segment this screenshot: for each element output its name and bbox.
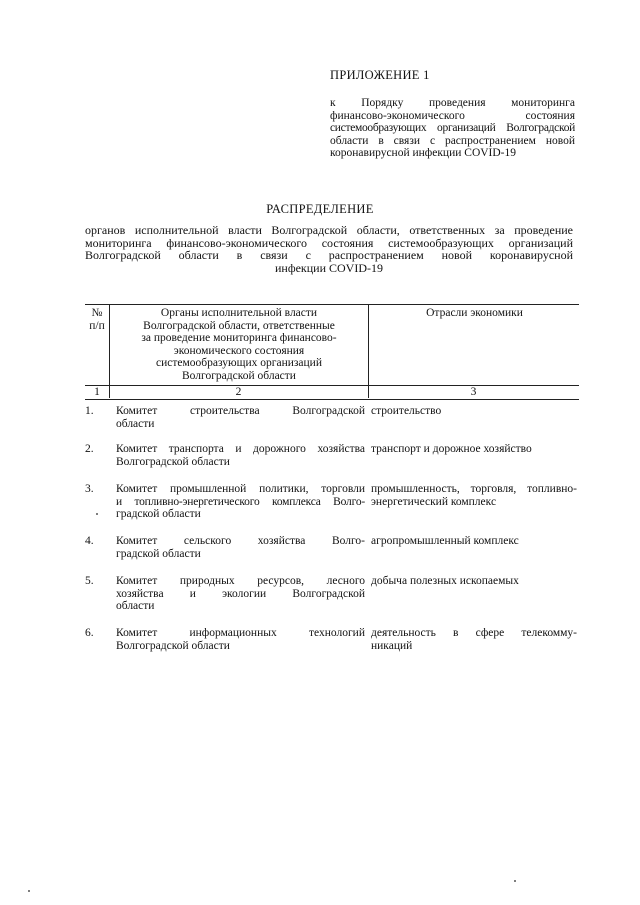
header-organs-line: экономического состояния [173,344,305,357]
row-number: 2. [85,443,94,455]
column-number: 1 [94,386,100,398]
header-organs [111,307,367,382]
organ-line: Волгоградской области [116,455,230,468]
sector-line: агропромышленный комплекс [371,535,519,547]
header-organs-line: Волгоградской области, ответственные [143,319,335,332]
row-organ [116,575,365,613]
scan-speck [514,880,516,882]
row-organ [116,627,365,652]
organ-line: хозяйства и экологии Волгоградской [116,587,365,600]
header-number [85,307,109,332]
row-number: 3. [85,483,94,495]
column-number-row [85,385,579,400]
column-number: 2 [235,386,242,398]
subtitle-line: мониторинга финансово-экономического состояния системообразующих организаций [85,235,573,250]
scan-speck [28,890,30,892]
organ-line: области [116,417,155,430]
appendix-line: системообразующих организаций Волгоградской [330,122,575,134]
appendix-line: финансово-экономического состояния [330,109,575,122]
organ-line: Комитет информационных технологий [116,627,365,639]
appendix-title: ПРИЛОЖЕНИЕ 1 [330,68,430,82]
row-number: 4. [85,535,94,547]
sector-line: промышленность, торговля, топливно- [371,483,577,495]
row-sector [371,483,577,508]
row-sector [371,627,577,652]
organ-line: Волгоградской области [116,639,230,652]
sector-line: никаций [371,639,413,652]
subtitle-line: инфекции COVID-19 [274,260,384,275]
organ-line: Комитет транспорта и дорожного хозяйства [116,443,365,455]
header-sectors: Отрасли экономики [426,307,523,319]
organ-line: градской области [116,547,201,560]
row-sector [371,443,577,456]
row-organ [116,405,365,430]
row-organ [116,443,365,468]
row-organ [116,535,365,560]
document-subtitle [85,224,573,274]
document-title: РАСПРЕДЕЛЕНИЕ [266,202,374,216]
row-number: 1. [85,405,94,417]
header-organs-line: за проведение мониторинга финансово- [141,332,337,344]
row-sector [371,405,577,418]
row-number: 5. [85,575,94,587]
header-organs-line: системообразующих организаций [156,357,322,369]
header-organs-line: Волгоградской области [182,369,296,382]
sector-line: энергетический комплекс [371,495,497,508]
header-organs-line: Органы исполнительной власти [160,307,318,319]
row-sector [371,575,577,588]
organ-line: Комитет природных ресурсов, лесного [116,575,365,587]
row-sector [371,535,577,548]
organ-line: Комитет сельского хозяйства Волго- [116,535,365,547]
table-header-row [85,304,579,385]
sector-line: строительство [371,405,442,417]
subtitle-line: Волгоградской области в связи с распространением новой коронавирусной [85,248,573,262]
header-number-abbr: п/п [89,319,105,332]
sector-line: деятельность в сфере телекомму- [371,627,577,639]
organ-line: области [116,600,155,612]
organ-line: Комитет строительства Волгоградской [116,405,365,417]
appendix-line: коронавирусной инфекции COVID-19 [330,147,517,159]
header-number-sign: № [91,307,103,319]
column-number: 3 [470,386,477,398]
appendix-line: области в связи с распространением новой [330,134,575,147]
distribution-table-header [85,304,579,400]
row-organ [116,483,365,521]
sector-line: транспорт и дорожное хозяйство [371,443,532,455]
appendix-reference [330,97,575,160]
organ-line: и топливно-энергетического комплекса Волго- [116,495,365,508]
appendix-line: к Порядку проведения мониторинга [330,97,575,109]
subtitle-line: органов исполнительной власти Волгоградской области, ответственных за проведение [85,223,573,237]
row-number: 6. [85,627,94,639]
organ-line: градской области [116,508,201,520]
sector-line: добыча полезных ископаемых [371,575,519,587]
scan-speck [96,513,98,515]
organ-line: Комитет промышленной политики, торговли [116,483,365,495]
